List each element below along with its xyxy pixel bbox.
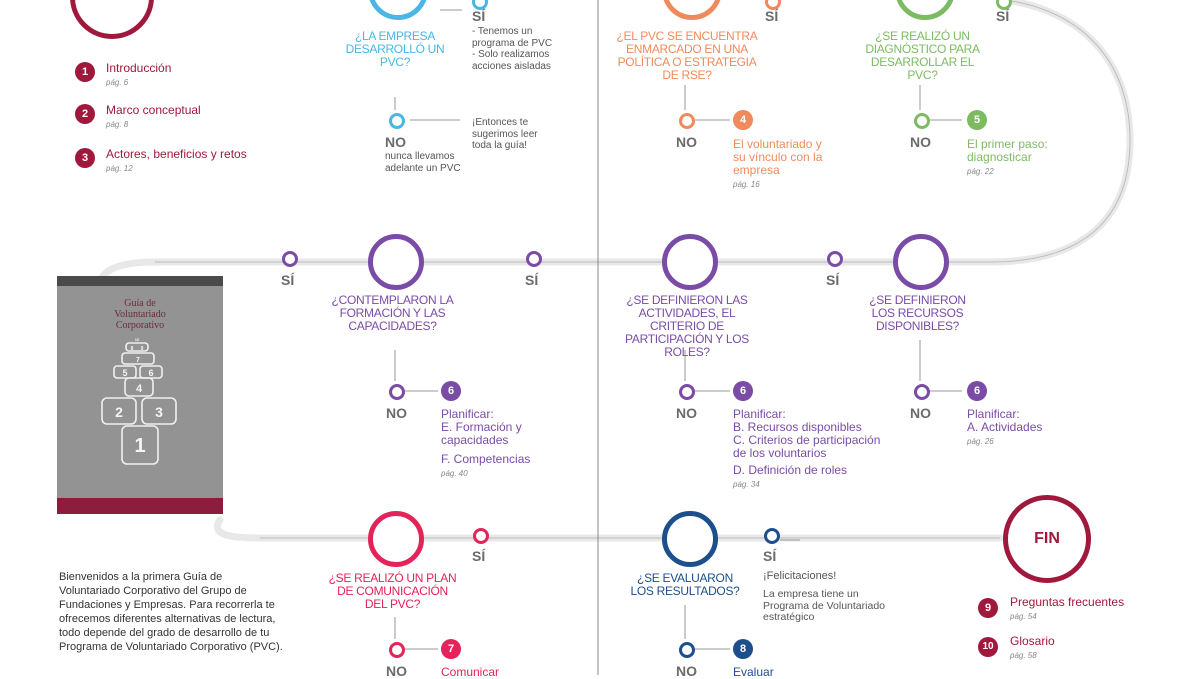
intro-paragraph: Bienvenidos a la primera Guía de Voluntariado Corporativo del Grupo de Fundaciones y Empresas. Para recorrerla te ofrecemos diferentes alternativas de lectura, todo depende del grado de desarrollo de tu Programa de Voluntariado Corporativo (PVC). xyxy=(59,571,283,653)
q4-chapter-page: pág. 26 xyxy=(967,437,994,446)
hop-5: 5 xyxy=(122,368,128,378)
question-circle-7 xyxy=(368,511,424,567)
q7-chapter-link[interactable] xyxy=(441,666,499,679)
chapter-2-title: Marco conceptual xyxy=(106,103,201,117)
cover-title: Guía de Voluntariado Corporativo xyxy=(114,298,166,331)
q6-chapter-line-e: E. Formación y capacidades xyxy=(441,420,522,447)
q2-yes-label: SÍ xyxy=(765,8,779,24)
fin-circle: FIN xyxy=(1003,495,1091,583)
end-item-9-link[interactable] xyxy=(1010,596,1124,623)
chapter-1-title: Introducción xyxy=(106,61,172,75)
q5-chapter-head: Planificar: xyxy=(733,407,786,421)
q8-no-label: NO xyxy=(676,663,697,679)
chapter-3-title: Actores, beneficios y retos xyxy=(106,147,247,161)
q2-question: ¿EL PVC SE ENCUENTRA ENMARCADO EN UNA POLÍTICA O ESTRATEGIA DE RSE? xyxy=(616,29,758,82)
q1-advice: ¡Entonces te sugerimos leer toda la guía! xyxy=(472,117,538,151)
q4-chapter-badge: 6 xyxy=(967,381,987,401)
hop-1: 1 xyxy=(134,435,146,457)
q8-yes-note: La empresa tiene un Programa de Voluntariado estratégico xyxy=(763,588,885,623)
q4-chapter-link[interactable] xyxy=(967,408,1057,448)
q4-yes-label: SÍ xyxy=(826,272,840,288)
q4-yes-dot xyxy=(827,251,843,267)
hop-9: 9 xyxy=(140,346,144,352)
hop-10: 10 xyxy=(134,338,140,342)
chapter-1-link[interactable] xyxy=(106,62,171,89)
q1-no-note: nunca llevamos adelante un PVC xyxy=(385,151,461,174)
end-item-10-badge: 10 xyxy=(978,637,998,657)
q1-question: ¿LA EMPRESA DESARROLLÓ UN PVC? xyxy=(345,29,445,69)
q8-chapter-title: Evaluar xyxy=(733,665,774,679)
q3-no-label: NO xyxy=(910,134,931,150)
q6-question: ¿CONTEMPLARON LA FORMACIÓN Y LAS CAPACIDADES? xyxy=(331,293,454,333)
chapter-1-page: pág. 6 xyxy=(106,78,129,87)
q3-yes-label: SÍ xyxy=(996,8,1010,24)
question-circle-6 xyxy=(368,234,424,290)
question-circle-8 xyxy=(662,511,718,567)
book-cover xyxy=(57,276,223,514)
hop-4: 4 xyxy=(135,383,143,395)
q4-no-label: NO xyxy=(910,405,931,421)
q5-question: ¿SE DEFINIERON LAS ACTIVIDADES, EL CRITERIO DE PARTICIPACIÓN Y LOS ROLES? xyxy=(625,293,749,359)
end-item-10-title: Glosario xyxy=(1010,634,1055,648)
q4-question: ¿SE DEFINIERON LOS RECURSOS DISPONIBLES? xyxy=(869,293,966,333)
end-item-9-title: Preguntas frecuentes xyxy=(1010,595,1125,609)
q6-no-label: NO xyxy=(386,405,407,421)
q8-question: ¿SE EVALUARON LOS RESULTADOS? xyxy=(630,571,740,598)
chapter-3-page: pág. 12 xyxy=(106,164,133,173)
hop-6: 6 xyxy=(148,368,154,378)
q7-no-label: NO xyxy=(386,663,407,679)
hopscotch-illustration xyxy=(92,338,187,468)
q4-chapter-line-a: A. Actividades xyxy=(967,420,1043,434)
cover-top-band xyxy=(57,276,223,286)
question-circle-5 xyxy=(662,234,718,290)
q1-no-dot xyxy=(389,113,405,129)
q4-chapter-head: Planificar: xyxy=(967,407,1020,421)
q2-chapter-page: pág. 16 xyxy=(733,180,760,189)
q8-no-dot xyxy=(679,642,695,658)
q7-question: ¿SE REALIZÓ UN PLAN DE COMUNICACIÓN DEL PVC? xyxy=(328,571,457,611)
q5-chapter-badge: 6 xyxy=(733,381,753,401)
chapter-2-page: pág. 8 xyxy=(106,120,129,129)
q6-yes-dot xyxy=(282,251,298,267)
chapter-3-link[interactable] xyxy=(106,148,247,175)
hop-2: 2 xyxy=(115,404,123,420)
cover-bottom-band xyxy=(57,498,223,514)
q6-chapter-link[interactable] xyxy=(441,408,531,480)
q3-chapter-title: El primer paso: diagnosticar xyxy=(967,137,1048,164)
q5-no-dot xyxy=(679,384,695,400)
q6-no-dot xyxy=(389,384,405,400)
q7-chapter-title: Comunicar xyxy=(441,665,500,679)
q2-chapter-badge: 4 xyxy=(733,110,753,130)
q3-no-dot xyxy=(914,113,930,129)
q6-chapter-line-f: F. Competencias xyxy=(441,452,531,466)
q2-no-dot xyxy=(679,113,695,129)
q1-yes-label: SÍ xyxy=(472,8,486,24)
hop-8: 8 xyxy=(130,346,134,352)
q5-chapter-line-b: B. Recursos disponibles xyxy=(733,420,862,434)
hop-7: 7 xyxy=(136,357,140,364)
q2-no-label: NO xyxy=(676,134,697,150)
q5-chapter-line-d: D. Definición de roles xyxy=(733,463,848,477)
q6-yes-label: SÍ xyxy=(281,272,295,288)
chapter-2-link[interactable] xyxy=(106,104,201,131)
q1-yes-note: - Tenemos un programa de PVC - Solo realizamos acciones aisladas xyxy=(472,26,553,72)
q6-chapter-page: pág. 40 xyxy=(441,469,468,478)
q2-chapter-title: El voluntariado y su vínculo con la empresa xyxy=(733,137,823,177)
q3-chapter-link[interactable] xyxy=(967,138,1057,178)
chapter-3-badge: 3 xyxy=(75,148,95,168)
q3-chapter-badge: 5 xyxy=(967,110,987,130)
hop-3: 3 xyxy=(155,404,163,420)
q1-no-label: NO xyxy=(385,134,406,150)
q5-yes-label: SÍ xyxy=(525,272,539,288)
question-circle-4 xyxy=(893,234,949,290)
chapter-1-badge: 1 xyxy=(75,62,95,82)
q8-chapter-badge: 8 xyxy=(733,639,753,659)
q8-chapter-link[interactable] xyxy=(733,666,774,679)
end-item-10-page: pág. 58 xyxy=(1010,651,1037,660)
chapter-2-badge: 2 xyxy=(75,104,95,124)
end-item-10-link[interactable] xyxy=(1010,635,1055,662)
q8-yes-label: SÍ xyxy=(763,548,777,564)
q8-yes-head: ¡Felicitaciones! xyxy=(763,570,837,582)
q7-yes-label: SÍ xyxy=(472,548,486,564)
q5-chapter-line-c: C. Criterios de participación de los voluntarios xyxy=(733,433,881,460)
end-item-9-page: pág. 54 xyxy=(1010,612,1037,621)
q5-chapter-page: pág. 34 xyxy=(733,480,760,489)
q6-chapter-head: Planificar: xyxy=(441,407,494,421)
q6-chapter-badge: 6 xyxy=(441,381,461,401)
q8-yes-dot xyxy=(764,528,780,544)
q3-chapter-page: pág. 22 xyxy=(967,167,994,176)
q4-no-dot xyxy=(914,384,930,400)
q7-no-dot xyxy=(389,642,405,658)
q2-chapter-link[interactable] xyxy=(733,138,833,191)
q5-no-label: NO xyxy=(676,405,697,421)
q5-chapter-link[interactable] xyxy=(733,408,883,491)
end-item-9-badge: 9 xyxy=(978,598,998,618)
q3-question: ¿SE REALIZÓ UN DIAGNÓSTICO PARA DESARROLLAR EL PVC? xyxy=(865,29,980,82)
q7-chapter-badge: 7 xyxy=(441,639,461,659)
q7-yes-dot xyxy=(473,528,489,544)
q5-yes-dot xyxy=(526,251,542,267)
